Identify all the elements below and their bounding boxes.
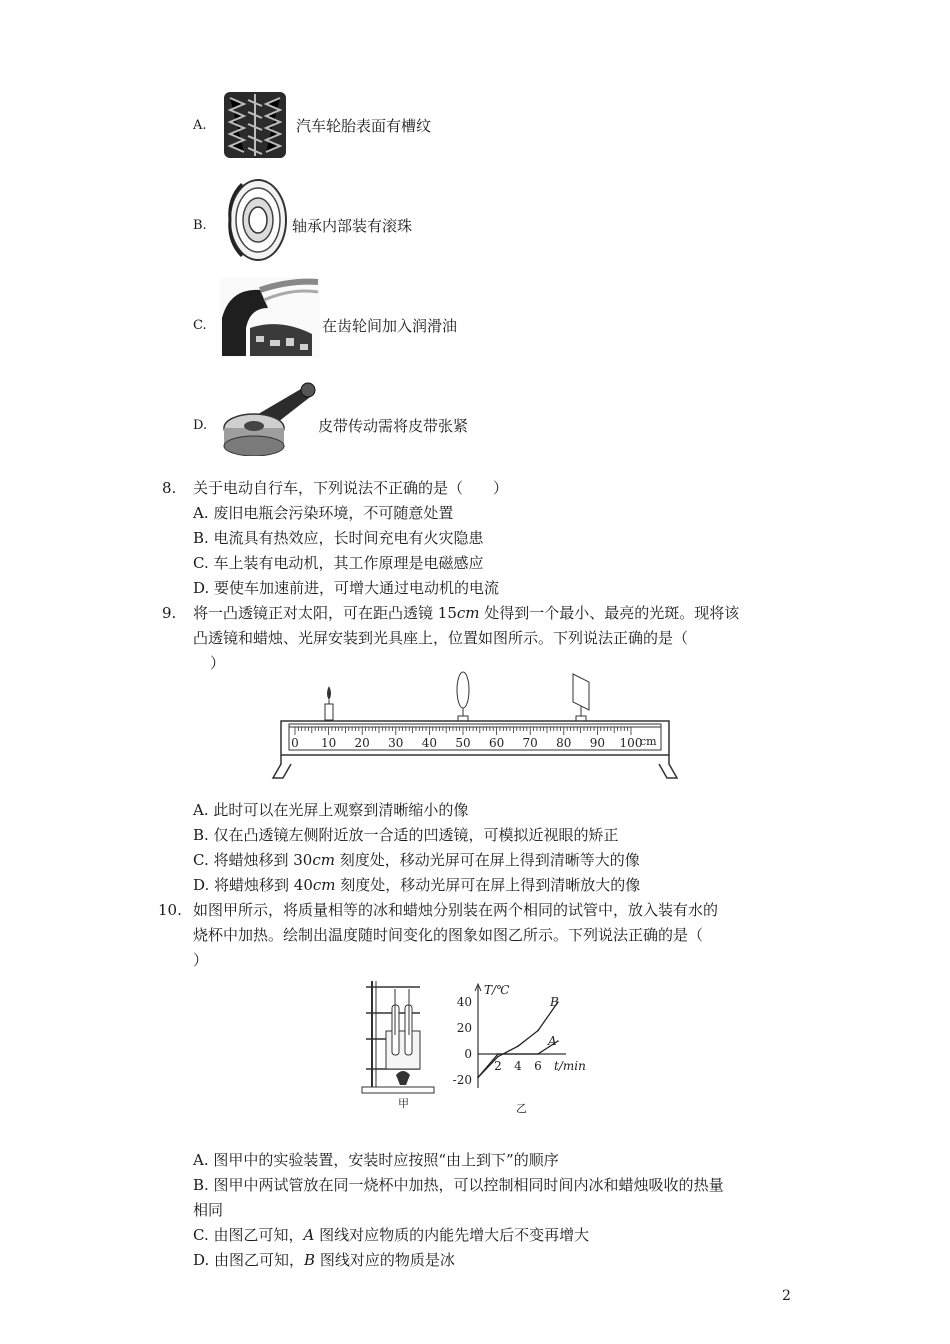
option-a: A. 此时可以在光屏上观察到清晰缩小的像	[193, 801, 469, 819]
option-d: D. 要使车加速前进，可增大通过电动机的电流	[193, 579, 500, 597]
question-stem-line1	[193, 603, 739, 623]
y-tick-label: 40	[456, 995, 472, 1009]
optical-bench-figure	[265, 668, 685, 786]
unit-label: cm	[640, 735, 657, 748]
series-B-point	[497, 1056, 499, 1058]
scale-label: 10	[320, 736, 337, 750]
scale-label: 100	[619, 736, 643, 750]
x-tick-label: 2	[494, 1059, 502, 1073]
option-b-continued: 相同	[193, 1201, 224, 1219]
scale-label: 0	[291, 736, 299, 750]
option-letter: A.	[193, 118, 207, 133]
unit-cm: cm	[456, 604, 480, 622]
option-c	[193, 850, 640, 870]
series-B-point	[537, 1030, 539, 1032]
stem-text: 将一凸透镜正对太阳，可在距凸透镜 15	[193, 604, 457, 622]
question-number: 9.	[162, 604, 177, 622]
question-stem-line2: 烧杯中加热。绘制出温度随时间变化的图象如图乙所示。下列说法正确的是（	[193, 926, 704, 944]
option-text: D. 将蜡烛移到 40	[193, 876, 313, 894]
option-c: C. 车上装有电动机，其工作原理是电磁感应	[193, 554, 484, 572]
candle-icon	[325, 686, 333, 720]
y-tick-label: 20	[456, 1021, 472, 1035]
x-tick-label: 6	[534, 1059, 542, 1073]
option-text: 图线对应物质的内能先增大后不变再增大	[314, 1226, 590, 1244]
option-text: C. 将蜡烛移到 30	[193, 851, 313, 869]
scale-label: 40	[421, 736, 438, 750]
belt-drive-icon	[220, 376, 316, 456]
question-number: 8.	[162, 479, 177, 497]
option-text: 刻度处，移动光屏可在屏上得到清晰等大的像	[334, 851, 640, 869]
option-text: 在齿轮间加入润滑油	[322, 317, 458, 335]
option-letter: D.	[193, 418, 208, 433]
screen-icon	[573, 674, 589, 721]
scale-label: 30	[388, 736, 404, 750]
option-letter: C.	[193, 318, 207, 333]
series-B-label: B	[550, 994, 559, 1009]
gear-oil-icon	[220, 278, 320, 358]
x-tick-label: 4	[514, 1059, 522, 1073]
option-text: 刻度处，移动光屏可在屏上得到清晰放大的像	[335, 876, 641, 894]
option-text: 图线对应的物质是冰	[315, 1251, 455, 1269]
option-text: D. 由图乙可知，	[193, 1251, 305, 1269]
question-number: 10.	[158, 901, 182, 919]
option-b: B. 图甲中两试管放在同一烧杯中加热，可以控制相同时间内冰和蜡烛吸收的热量	[193, 1176, 724, 1194]
option-a: A. 废旧电瓶会污染环境，不可随意处置	[193, 504, 454, 522]
temperature-chart	[438, 980, 598, 1115]
stem-text: 处得到一个最小、最亮的光斑。现将该	[479, 604, 740, 622]
scale-label: 50	[455, 736, 471, 750]
option-text: C. 由图乙可知，	[193, 1226, 304, 1244]
y-tick-label: -20	[452, 1073, 472, 1087]
bearing-icon	[222, 178, 288, 262]
option-c	[193, 1225, 589, 1245]
option-letter: B.	[193, 218, 207, 233]
y-tick-label: 0	[464, 1047, 472, 1061]
question-stem-line3: ）	[193, 951, 209, 969]
heating-apparatus-figure	[358, 975, 448, 1110]
y-axis-label: T/℃	[484, 983, 510, 997]
question-stem-line1: 如图甲所示，将质量相等的冰和蜡烛分别装在两个相同的试管中，放入装有水的	[193, 901, 719, 919]
caption-yi: 乙	[516, 1102, 527, 1115]
curve-label: B	[304, 1251, 316, 1269]
series-B-point	[477, 1077, 479, 1079]
question-stem-line2: 凸透镜和蜡烛、光屏安装到光具座上，位置如图所示。下列说法正确的是（	[193, 629, 689, 647]
series-A-label: A	[548, 1033, 557, 1048]
chart-labels	[453, 983, 586, 1087]
tire-icon	[220, 92, 290, 158]
scale-label: 80	[556, 736, 572, 750]
series-A-point	[497, 1053, 499, 1055]
option-text: 皮带传动需将皮带张紧	[318, 417, 469, 435]
scale-label: 20	[354, 736, 370, 750]
option-b: B. 仅在凸透镜左侧附近放一合适的凹透镜，可模拟近视眼的矫正	[193, 826, 619, 844]
curve-label: A	[303, 1226, 315, 1244]
x-axis-label: t/min	[554, 1059, 586, 1073]
scale-label: 70	[522, 736, 538, 750]
lens-icon	[457, 672, 469, 721]
series-B-point	[517, 1045, 519, 1047]
option-a: A. 图甲中的实验装置，安装时应按照“由上到下”的顺序	[193, 1151, 559, 1169]
series-A-point	[557, 1040, 559, 1042]
option-b: B. 电流具有热效应，长时间充电有火灾隐患	[193, 529, 484, 547]
option-text: 轴承内部装有滚珠	[292, 217, 413, 235]
option-d	[193, 875, 640, 895]
unit-cm: cm	[312, 876, 336, 894]
scale-label: 90	[589, 736, 606, 750]
unit-cm: cm	[312, 851, 335, 869]
question-stem-line3: ）	[210, 654, 226, 672]
page-number: 2	[782, 1288, 791, 1304]
caption-jia: 甲	[398, 1097, 409, 1110]
question-stem: 关于电动自行车，下列说法不正确的是（ ）	[193, 479, 509, 497]
option-d	[193, 1250, 455, 1270]
series-A-point	[537, 1053, 539, 1055]
option-text: 汽车轮胎表面有槽纹	[296, 117, 432, 135]
scale-label: 60	[488, 736, 505, 750]
